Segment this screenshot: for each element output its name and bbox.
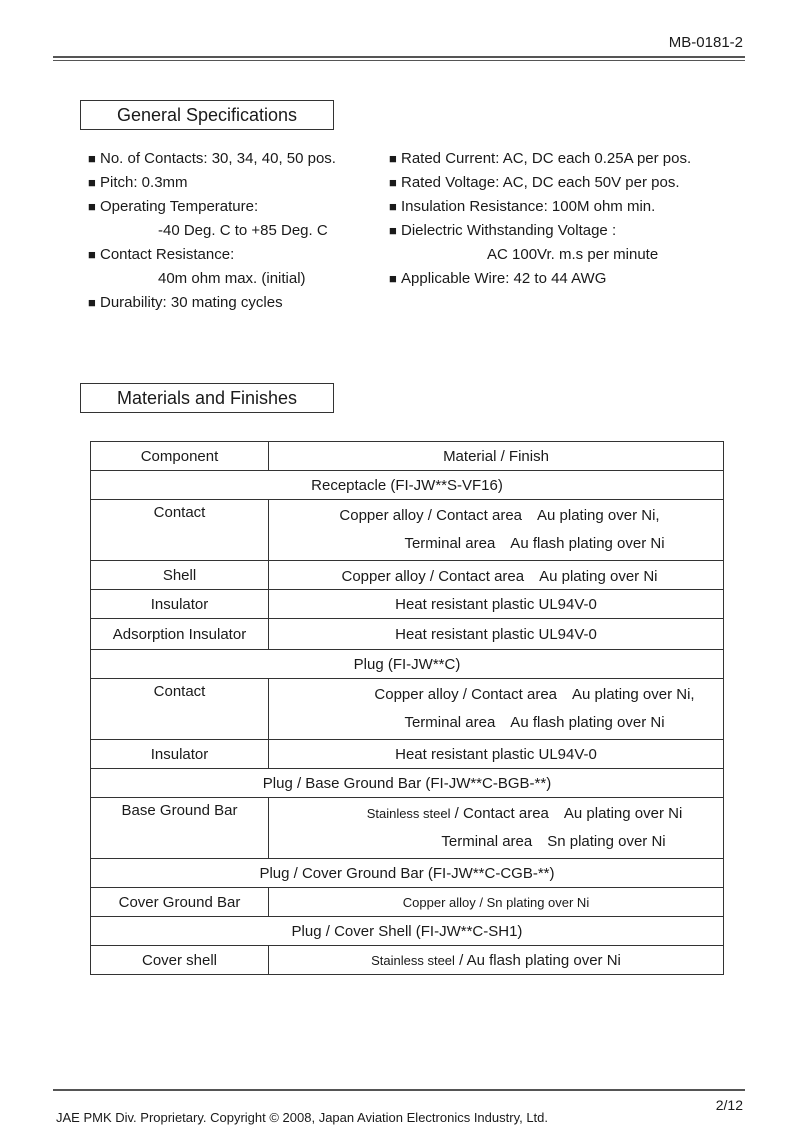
- page-number: 2/12: [715, 1097, 743, 1113]
- materials-finishes-title: Materials and Finishes: [80, 383, 334, 413]
- bullet-square-icon: ■: [389, 151, 397, 166]
- bullet-square-icon: ■: [389, 199, 397, 214]
- component-cell: Shell: [91, 561, 269, 590]
- spec-item-continuation: 40m ohm max. (initial): [158, 270, 306, 287]
- spec-item: ■ Rated Voltage: AC, DC each 50V per pos.: [389, 171, 691, 195]
- section-heading: Receptacle (FI-JW**S-VF16): [91, 471, 724, 500]
- spec-item-continuation: -40 Deg. C to +85 Deg. C: [158, 222, 328, 239]
- table-header-row: [91, 442, 724, 471]
- spec-list-left: [88, 147, 336, 315]
- section-heading: Plug / Cover Shell (FI-JW**C-SH1): [91, 917, 724, 946]
- table-row: [91, 679, 724, 740]
- table-row: [91, 740, 724, 769]
- component-cell: Base Ground Bar: [91, 798, 269, 859]
- section-heading: Plug / Cover Ground Bar (FI-JW**C-CGB-**): [91, 859, 724, 888]
- spec-item: ■ Insulation Resistance: 100M ohm min.: [389, 195, 691, 219]
- section-row-plug: [91, 650, 724, 679]
- spec-item: ■ Rated Current: AC, DC each 0.25A per pos.: [389, 147, 691, 171]
- copyright-notice: JAE PMK Div. Proprietary. Copyright © 2008, Japan Aviation Electronics Industry, Ltd.: [56, 1110, 549, 1125]
- bullet-square-icon: ■: [389, 223, 397, 238]
- component-cell: Adsorption Insulator: [91, 619, 269, 650]
- bullet-square-icon: ■: [88, 295, 96, 310]
- materials-table: [90, 441, 724, 975]
- table-row: [91, 561, 724, 590]
- header-rule: [53, 56, 745, 58]
- bullet-square-icon: ■: [389, 271, 397, 286]
- bullet-square-icon: ■: [389, 175, 397, 190]
- bullet-square-icon: ■: [88, 199, 96, 214]
- spec-item-continuation: AC 100Vr. m.s per minute: [487, 246, 659, 263]
- header-material-finish: Material / Finish: [269, 442, 724, 471]
- spec-item: ■ Dielectric Withstanding Voltage :: [389, 219, 691, 243]
- spec-item: ■ No. of Contacts: 30, 34, 40, 50 pos.: [88, 147, 336, 171]
- material-cell: Heat resistant plastic UL94V-0: [269, 590, 724, 619]
- component-cell: Insulator: [91, 740, 269, 769]
- material-cell: Heat resistant plastic UL94V-0: [269, 619, 724, 650]
- spec-item: ■ Pitch: 0.3mm: [88, 171, 336, 195]
- component-cell: Contact: [91, 500, 269, 561]
- material-cell: Heat resistant plastic UL94V-0: [269, 740, 724, 769]
- spec-item: ■ Durability: 30 mating cycles: [88, 291, 336, 315]
- component-cell: Cover Ground Bar: [91, 888, 269, 917]
- material-cell: Copper alloy / Contact area Au plating over Ni, Terminal area Au flash plating over Ni: [269, 679, 724, 740]
- section-heading: Plug / Base Ground Bar (FI-JW**C-BGB-**): [91, 769, 724, 798]
- component-cell: Contact: [91, 679, 269, 740]
- table-row: [91, 500, 724, 561]
- spec-list-right: [389, 147, 691, 291]
- spec-item: ■ Applicable Wire: 42 to 44 AWG: [389, 267, 691, 291]
- material-cell: Copper alloy / Contact area Au plating over Ni, Terminal area Au flash plating over Ni: [269, 500, 724, 561]
- spec-item: ■ Operating Temperature:: [88, 195, 336, 219]
- general-specifications-title: General Specifications: [80, 100, 334, 130]
- section-row-cover-ground-bar: [91, 859, 724, 888]
- document-number: MB-0181-2: [668, 34, 743, 51]
- spec-item: ■ Contact Resistance:: [88, 243, 336, 267]
- table-row: [91, 590, 724, 619]
- bullet-square-icon: ■: [88, 151, 96, 166]
- section-row-base-ground-bar: [91, 769, 724, 798]
- section-row-cover-shell: [91, 917, 724, 946]
- material-cell: Stainless steel / Contact area Au plating over Ni Terminal area Sn plating over Ni: [269, 798, 724, 859]
- bullet-square-icon: ■: [88, 247, 96, 262]
- table-row: [91, 798, 724, 859]
- footer-rule: [53, 1089, 745, 1091]
- table-row: [91, 946, 724, 975]
- section-row-receptacle: [91, 471, 724, 500]
- header-component: Component: [91, 442, 269, 471]
- header-rule-thin: [53, 60, 745, 61]
- component-cell: Cover shell: [91, 946, 269, 975]
- material-cell: Copper alloy / Sn plating over Ni: [269, 888, 724, 917]
- material-cell: Stainless steel / Au flash plating over Ni: [269, 946, 724, 975]
- table-row: [91, 619, 724, 650]
- section-heading: Plug (FI-JW**C): [91, 650, 724, 679]
- bullet-square-icon: ■: [88, 175, 96, 190]
- component-cell: Insulator: [91, 590, 269, 619]
- table-row: [91, 888, 724, 917]
- material-cell: Copper alloy / Contact area Au plating over Ni: [269, 561, 724, 590]
